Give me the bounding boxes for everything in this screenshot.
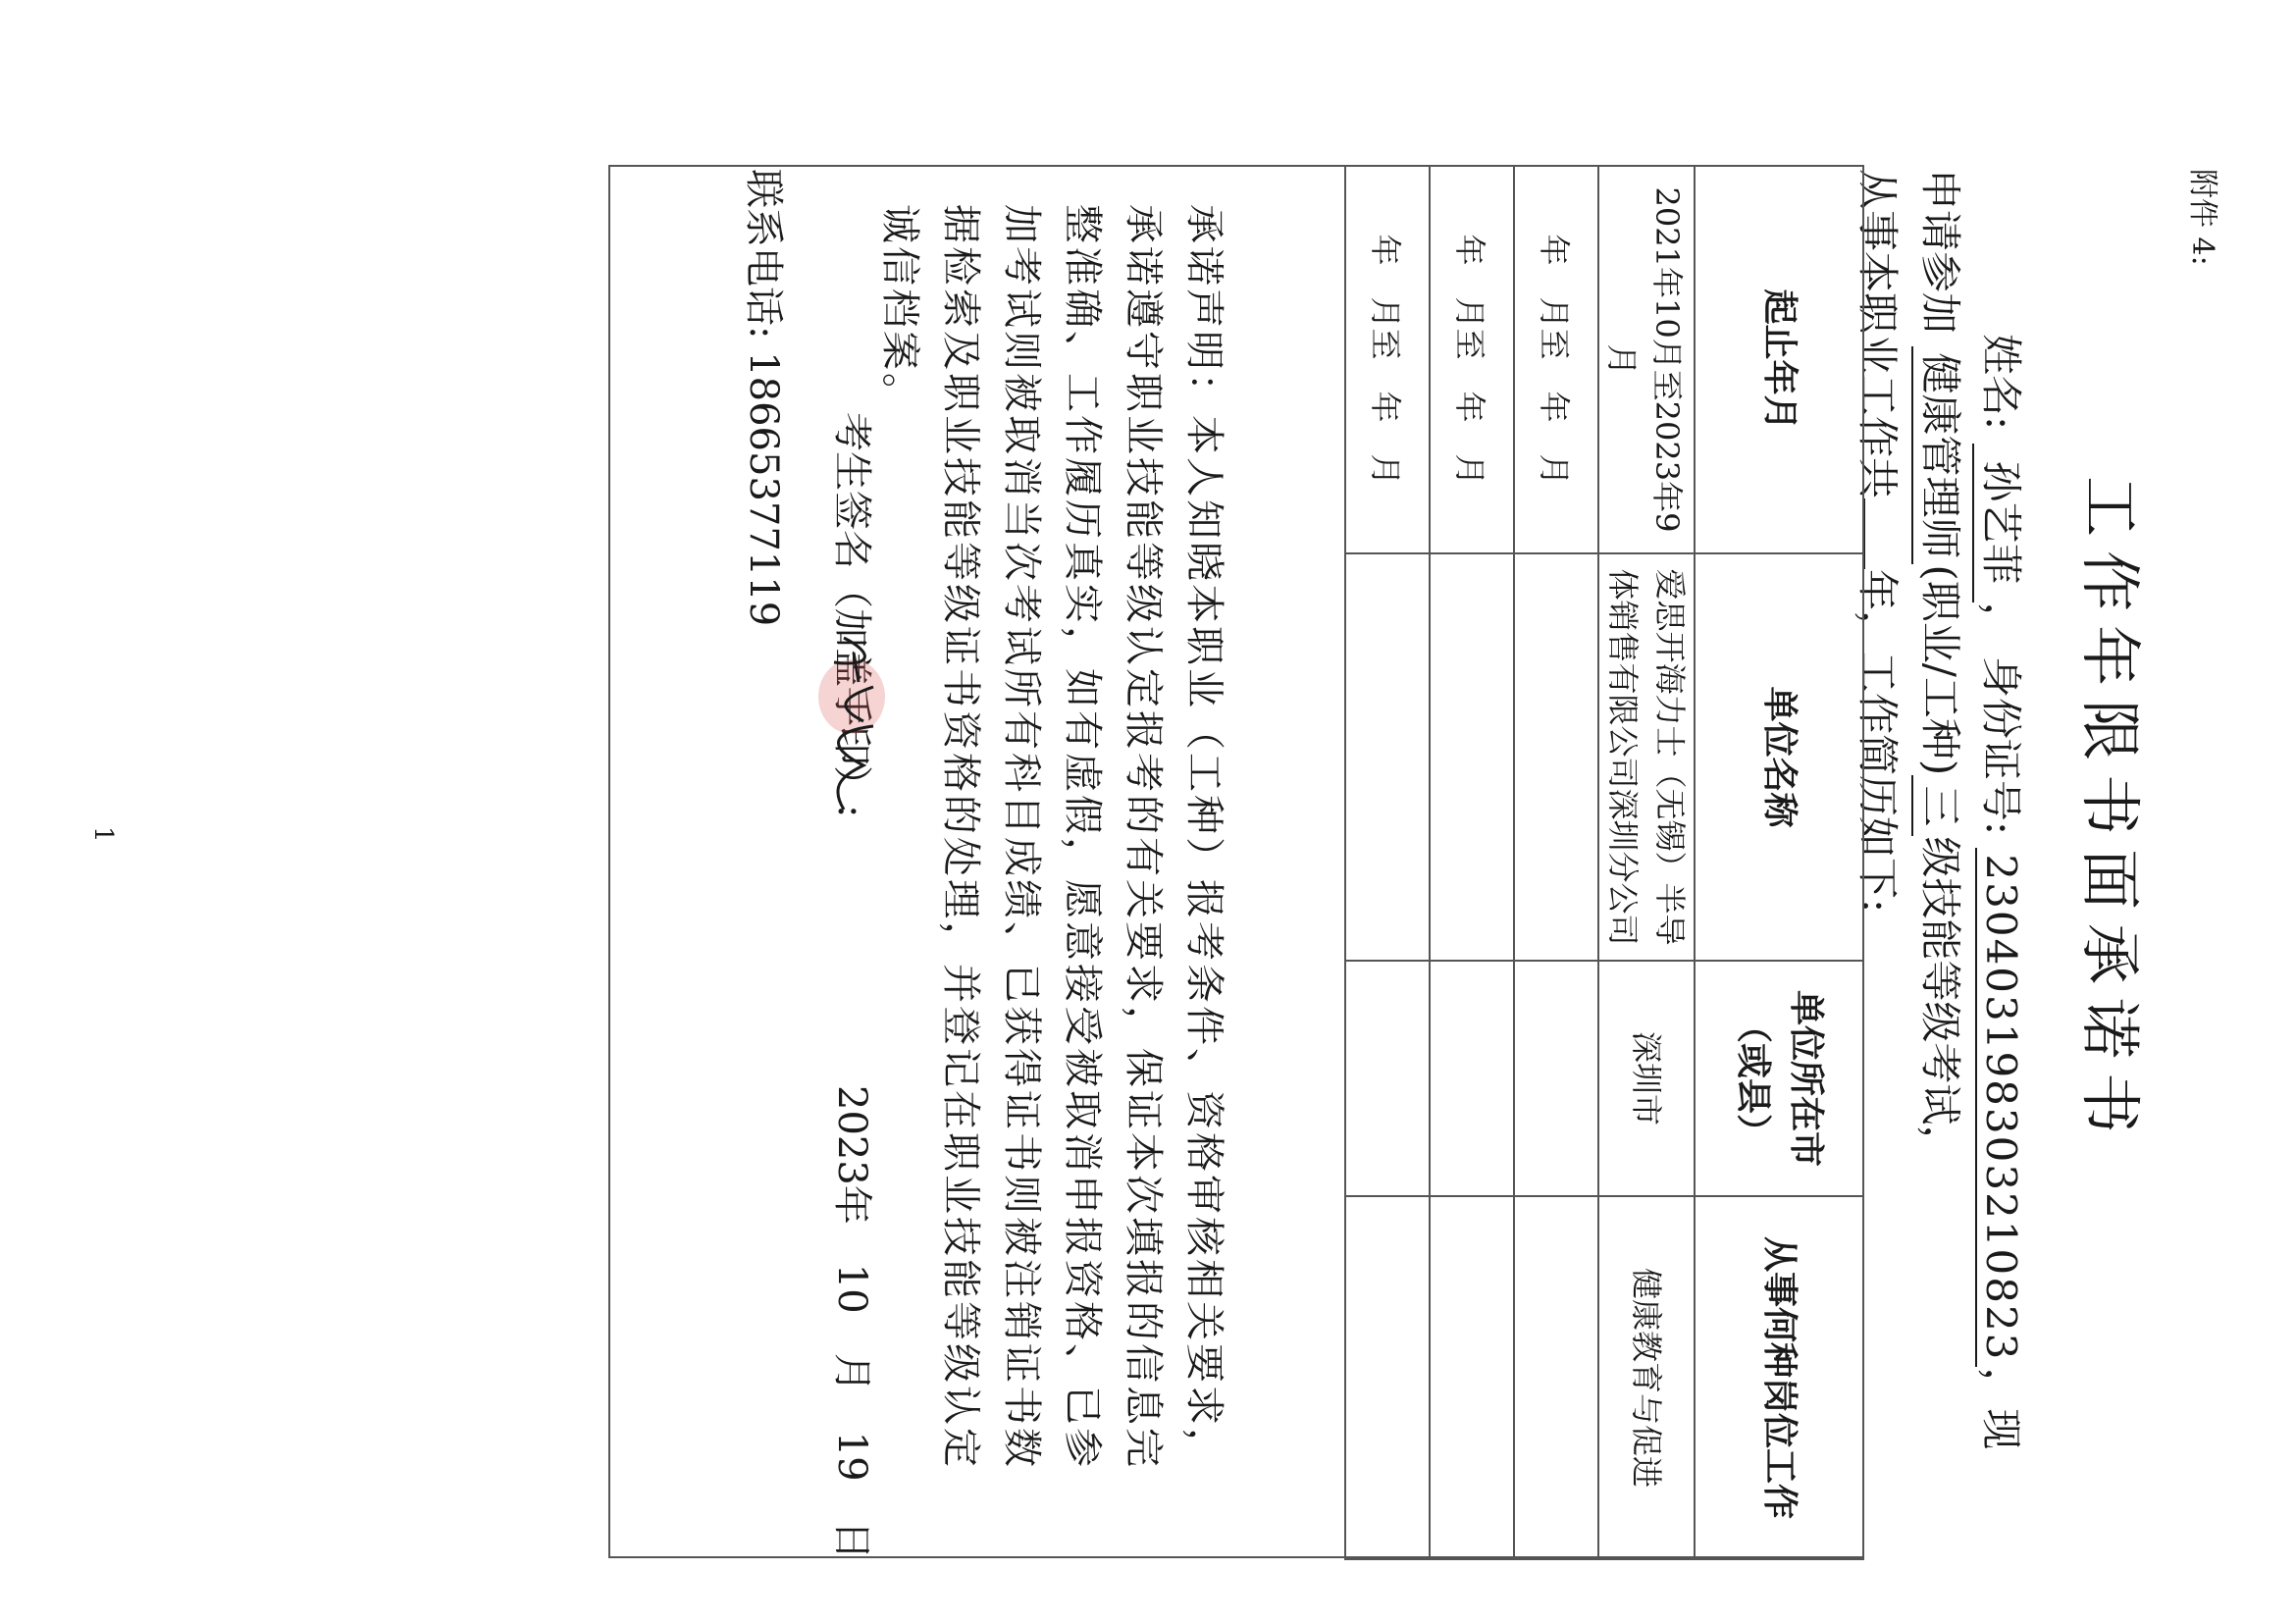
occupation-value: 健康管理师 — [1911, 346, 1972, 564]
city-cell: 深圳市 — [1598, 961, 1695, 1196]
attachment-label: 附件 4: — [2185, 169, 2219, 266]
table-row — [1430, 166, 1514, 1559]
intro-line-1 — [1972, 334, 2033, 1449]
table-row — [1514, 166, 1598, 1559]
period-cell: 年 月至 年 月 — [1430, 166, 1514, 553]
table-header-row — [1695, 166, 1863, 1559]
handwritten-signature — [795, 628, 903, 824]
work-suffix: 年，工作简历如下: — [1853, 569, 1902, 914]
city-cell — [1430, 961, 1514, 1196]
position-cell — [1345, 1196, 1430, 1559]
level-suffix: 级技能等级考试， — [1916, 836, 1964, 1167]
page-title: 工作年限书面承诺书 — [2074, 475, 2146, 1147]
separator: ，现 — [1977, 1367, 2025, 1450]
header-company: 单位名称 — [1695, 553, 1863, 961]
declaration-text: 承诺声明：本人知晓本职业（工种）报考条件、资格审核相关要求，承诺遵守职业技能等级认定报考的有关要求，保证本次填报的信息完整准确、工作履历真实，如有虚假，愿意接受被取消申报资格、已参加考试则被取消当次考试所有科目成绩、已获得证书则被注销证书数据检索及职业技能等级证书资格的处理，并登记在职业技能等级认定诚信档案。 — [877, 204, 1226, 1470]
header-city: 单位所在市（或县） — [1695, 961, 1863, 1196]
phone-label: 联系电话: — [741, 169, 786, 340]
header-position: 从事何种岗位工作 — [1695, 1196, 1863, 1559]
name-label: 姓名: — [1977, 334, 2025, 431]
separator: ， — [1977, 602, 2025, 644]
table-row — [1345, 166, 1430, 1559]
company-cell — [1345, 553, 1430, 961]
intro-line-2 — [1911, 169, 1972, 1166]
apply-prefix: 申请参加 — [1916, 169, 1964, 335]
sign-date: 2023年 10 月 19 日 — [829, 1085, 874, 1560]
id-number-value: 230403198303210823 — [1975, 848, 2025, 1367]
period-cell: 2021年10月至2023年9月 — [1598, 166, 1695, 553]
occupation-suffix: (职业/工种) — [1916, 564, 1964, 776]
position-cell: 健康教育与促进 — [1598, 1196, 1695, 1559]
position-cell — [1430, 1196, 1514, 1559]
city-cell — [1345, 961, 1430, 1196]
company-cell: 爱思开海力士（无锡）半导体销售有限公司深圳分公司 — [1598, 553, 1695, 961]
city-cell — [1514, 961, 1598, 1196]
work-history-table — [1344, 165, 1864, 1560]
table-row — [1598, 166, 1695, 1559]
name-value: 孙艺菲 — [1972, 444, 2033, 602]
id-label: 身份证号: — [1977, 655, 2025, 836]
contact-line — [739, 169, 795, 626]
period-cell: 年 月至 年 月 — [1345, 166, 1430, 553]
position-cell — [1514, 1196, 1598, 1559]
signature-label: 考生签名（加盖手印）: — [829, 412, 874, 818]
level-value: 三 — [1911, 775, 1972, 836]
phone-value: 18665377119 — [741, 351, 786, 627]
period-cell: 年 月至 年 月 — [1514, 166, 1598, 553]
company-cell — [1430, 553, 1514, 961]
work-prefix: 从事本职业工作共 — [1853, 169, 1902, 499]
page-number: 1 — [88, 826, 118, 843]
company-cell — [1514, 553, 1598, 961]
header-period: 起止年月 — [1695, 166, 1863, 553]
